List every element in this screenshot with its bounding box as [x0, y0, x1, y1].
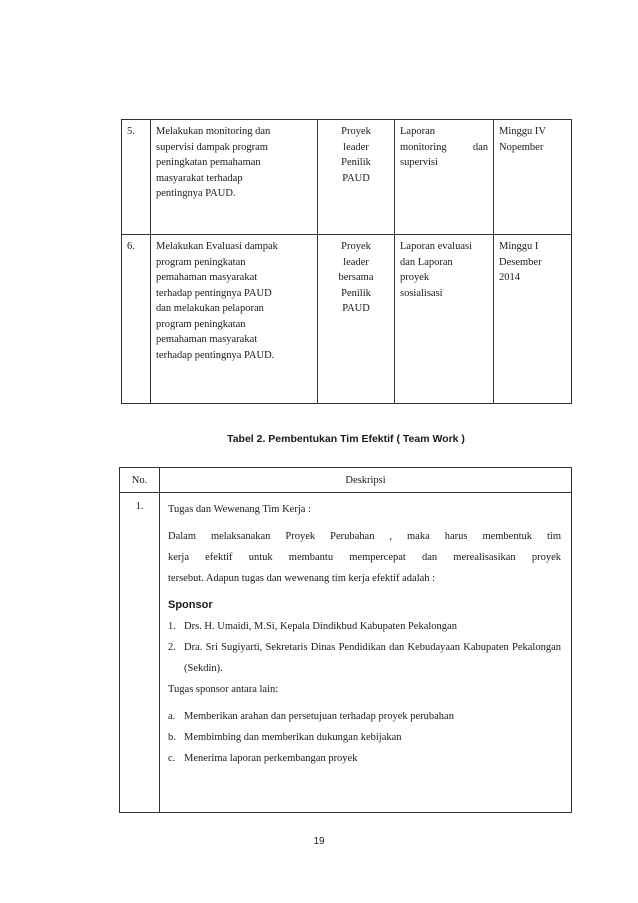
tasks-list: [168, 706, 561, 769]
intro-line: kerja efektif untuk membantu mempercepat dan merealisasikan proyek: [168, 552, 561, 563]
list-item: 1. Drs. H. Umaidi, M.Si, Kepala Dindikbud Kabupaten Pekalongan: [168, 621, 457, 632]
table-row: [122, 120, 572, 235]
page-number: 19: [313, 836, 325, 847]
row-number: 6.: [122, 235, 151, 404]
table-row: [120, 493, 572, 813]
row-number: 1.: [120, 493, 160, 813]
output-cell: Laporan evaluasi dan Laporan proyek sosialisasi: [395, 235, 494, 404]
description-cell: [160, 493, 572, 813]
activity-cell: Melakukan monitoring dan supervisi dampak program peningkatan pemahaman masyarakat terhadap pentingnya PAUD.: [151, 120, 318, 235]
executor-cell: Proyek leader Penilik PAUD: [318, 120, 395, 235]
table-header-row: [120, 468, 572, 493]
activity-schedule-table: [121, 119, 572, 404]
list-item: a. Memberikan arahan dan persetujuan terhadap proyek perubahan: [168, 711, 454, 722]
activity-cell: Melakukan Evaluasi dampak program peningkatan pemahaman masyarakat terhadap pentingnya PAUD dan melakukan pelaporan program peningkatan pemahaman masyarakat terhadap pentingnya PAUD.: [151, 235, 318, 404]
output-cell: Laporan monitoring dan supervisi: [395, 120, 494, 235]
list-item: c. Menerima laporan perkembangan proyek: [168, 753, 358, 764]
header-deskripsi: Deskripsi: [160, 468, 572, 493]
table-caption: Tabel 2. Pembentukan Tim Efektif ( Team Work ): [227, 433, 465, 445]
time-cell: Minggu IV Nopember: [494, 120, 572, 235]
tasks-label: Tugas sponsor antara lain:: [168, 684, 279, 695]
time-cell: Minggu I Desember 2014: [494, 235, 572, 404]
intro-line: tersebut. Adapun tugas dan wewenang tim kerja efektif adalah :: [168, 573, 436, 584]
sponsor-list: [168, 616, 561, 679]
row-number: 5.: [122, 120, 151, 235]
list-item: b. Membimbing dan memberikan dukungan kebijakan: [168, 732, 402, 743]
section-heading: Tugas dan Wewenang Tim Kerja :: [168, 504, 311, 515]
sponsor-title: Sponsor: [168, 599, 213, 611]
intro-line: Dalam melaksanakan Proyek Perubahan , maka harus membentuk tim: [168, 531, 561, 542]
executor-cell: Proyek leader bersama Penilik PAUD: [318, 235, 395, 404]
table-row: [122, 235, 572, 404]
list-item: 2. Dra. Sri Sugiyarti, Sekretaris Dinas Pendidikan dan Kebudayaan Kabupaten Pekalongan (Sekdin).: [168, 642, 561, 674]
team-work-table: [119, 467, 572, 813]
header-no: No.: [120, 468, 160, 493]
